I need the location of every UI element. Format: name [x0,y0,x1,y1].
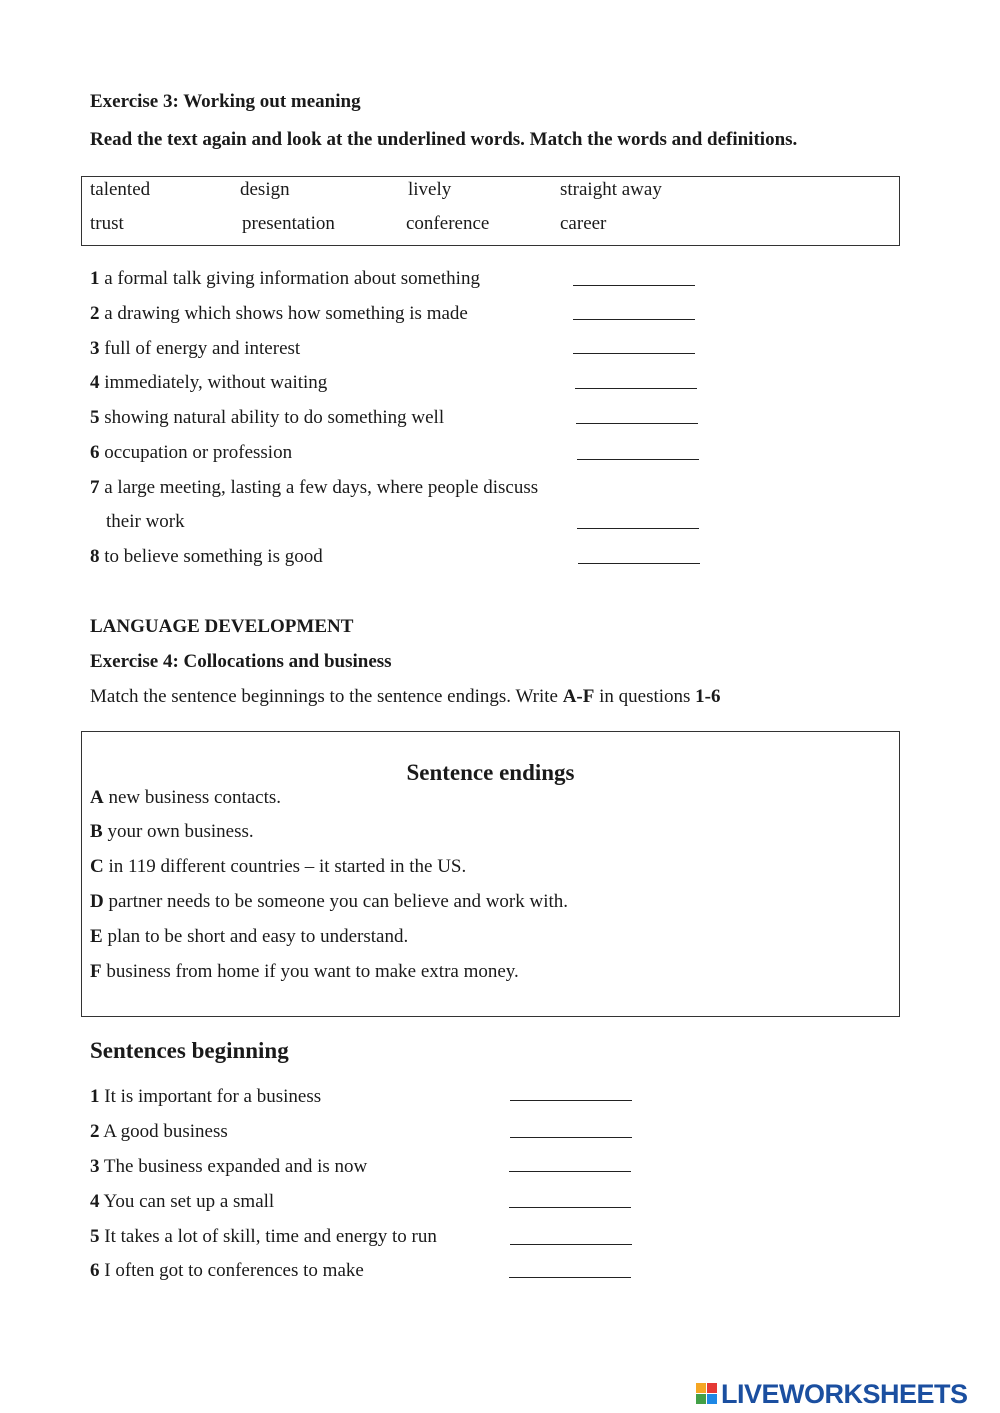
beginning-item [90,1191,274,1213]
ending-text: partner needs to be someone you can believe and work with. [108,891,569,912]
definition-text: showing natural ability to do something well [104,407,445,428]
ending-text: new business contacts. [108,787,282,808]
definition-item [90,338,300,360]
instruction-text: in questions [594,686,696,707]
definition-text-continued: their work [106,511,185,532]
beginning-item [90,1156,367,1178]
beginning-number: 5 [90,1226,100,1247]
section-heading: LANGUAGE DEVELOPMENT [90,616,354,637]
beginning-text: I often got to conferences to make [104,1260,364,1281]
word-item: straight away [560,179,662,200]
definition-item [90,268,480,290]
beginning-number: 2 [90,1121,100,1142]
ending-text: plan to be short and easy to understand. [107,926,409,947]
definition-number: 8 [90,546,100,567]
definition-item [90,372,327,394]
answer-line [573,285,695,286]
beginning-item [90,1121,228,1143]
definition-number: 4 [90,372,100,393]
answer-line [510,1137,632,1138]
sentences-beginning-title: Sentences beginning [90,1038,289,1063]
instruction-bold: A-F [562,686,595,707]
definition-text: occupation or profession [104,442,293,463]
answer-line [578,563,700,564]
answer-line [510,1100,632,1101]
exercise-3-title: Exercise 3: Working out meaning [90,91,361,112]
ending-item [90,787,281,809]
word-box [81,176,900,246]
beginning-number: 3 [90,1156,100,1177]
definition-text: a formal talk giving information about something [104,268,480,289]
answer-line [510,1244,632,1245]
ending-letter: C [90,856,104,877]
beginning-number: 6 [90,1260,100,1281]
word-item: career [560,213,607,234]
answer-line [576,423,698,424]
exercise-4-instruction [90,686,721,708]
instruction-text: Match the sentence beginnings to the sentence endings. Write [90,686,563,707]
answer-input[interactable] [509,1254,635,1278]
definition-number: 1 [90,268,100,289]
definition-number: 2 [90,303,100,324]
logo-squares-icon [696,1383,718,1405]
answer-input[interactable] [509,1148,635,1172]
beginning-text: It takes a lot of skill, time and energy to run [104,1226,437,1247]
answer-line [573,353,695,354]
beginning-item [90,1226,437,1248]
word-item: design [240,179,290,200]
answer-line [577,528,699,529]
definition-item [90,303,468,325]
answer-input[interactable] [577,436,703,460]
beginning-number: 4 [90,1191,100,1212]
ending-item [90,891,568,913]
liveworksheets-logo [696,1378,968,1410]
definition-number: 3 [90,338,100,359]
answer-input[interactable] [510,1077,636,1101]
ending-letter: F [90,961,102,982]
ending-item [90,961,519,983]
answer-input[interactable] [573,296,699,320]
answer-line [509,1277,631,1278]
answer-line [509,1171,631,1172]
answer-input[interactable] [577,505,703,529]
word-item: presentation [242,213,335,234]
definition-number: 6 [90,442,100,463]
answer-input[interactable] [573,330,699,354]
definition-text: immediately, without waiting [104,372,328,393]
ending-letter: B [90,821,103,842]
answer-input[interactable] [578,540,704,564]
word-item: lively [408,179,452,200]
definition-item [90,442,292,464]
answer-input[interactable] [510,1114,636,1138]
definition-number: 7 [90,477,100,498]
ending-text: business from home if you want to make extra money. [106,961,519,982]
beginning-item [90,1086,321,1108]
word-item: conference [406,213,490,234]
beginning-number: 1 [90,1086,100,1107]
word-item: trust [90,213,124,234]
beginning-text: You can set up a small [103,1191,275,1212]
ending-letter: A [90,787,104,808]
definition-text: full of energy and interest [104,338,301,359]
answer-line [575,388,697,389]
definition-item [90,477,538,499]
answer-line [509,1207,631,1208]
definition-item [90,546,323,568]
ending-item [90,856,466,878]
exercise-4-title: Exercise 4: Collocations and business [90,651,392,672]
definition-text: a drawing which shows how something is made [104,303,468,324]
logo-text: LIVEWORKSHEETS [721,1378,968,1409]
ending-text: your own business. [107,821,254,842]
sentence-endings-box [81,731,900,1017]
exercise-3-instruction: Read the text again and look at the underlined words. Match the words and definitions. [90,129,798,150]
beginning-text: A good business [103,1121,228,1142]
answer-input[interactable] [575,365,701,389]
ending-letter: D [90,891,104,912]
answer-input[interactable] [573,262,699,286]
ending-item [90,926,408,948]
answer-line [573,319,695,320]
answer-line [577,459,699,460]
answer-input[interactable] [576,400,702,424]
instruction-bold: 1-6 [695,686,721,707]
answer-input[interactable] [509,1184,635,1208]
beginning-text: The business expanded and is now [103,1156,368,1177]
definition-text: to believe something is good [104,546,323,567]
ending-item [90,821,254,843]
definition-number: 5 [90,407,100,428]
sentence-endings-title: Sentence endings [406,760,575,785]
word-item: talented [90,179,151,200]
beginning-item [90,1260,364,1282]
beginning-text: It is important for a business [104,1086,322,1107]
answer-input[interactable] [510,1221,636,1245]
definition-item [90,407,444,429]
ending-letter: E [90,926,103,947]
definition-text: a large meeting, lasting a few days, where people discuss [104,477,539,498]
ending-text: in 119 different countries – it started in the US. [108,856,467,877]
